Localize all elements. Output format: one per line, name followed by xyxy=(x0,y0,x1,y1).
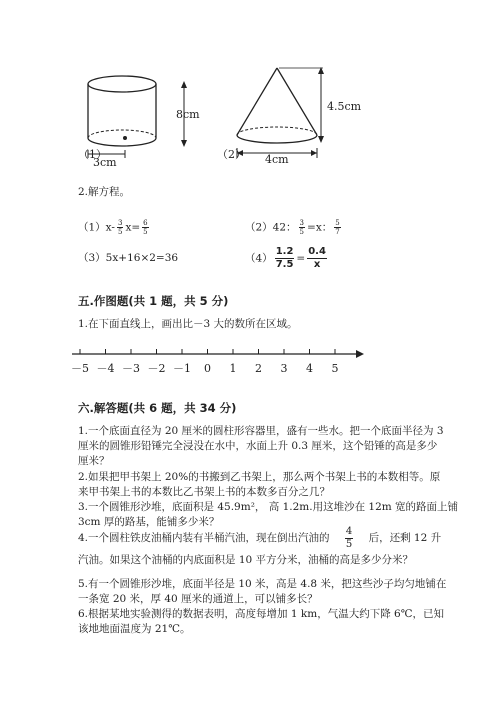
eq1-prefix: （1）x- xyxy=(78,221,115,234)
cone-base-front xyxy=(237,135,317,143)
cylinder-width-label: 3cm xyxy=(93,156,117,169)
fraction-numerator: 0.4 xyxy=(308,246,326,257)
fraction-denominator: 5 xyxy=(299,228,305,236)
number-line-arrowhead xyxy=(356,350,364,358)
figure-1-marker: （1） xyxy=(78,148,107,161)
eq1-fraction-1 xyxy=(117,219,123,236)
fraction-denominator: 5 xyxy=(117,228,123,236)
q5-line-2: 一条宽 20 米，厚 40 厘米的通道上，可以铺多长？ xyxy=(78,593,318,605)
q4-line-1 xyxy=(78,523,441,553)
number-line-label: 5 xyxy=(331,362,339,375)
fraction-denominator: 5 xyxy=(143,228,148,236)
figure-2-marker: （2） xyxy=(217,148,246,161)
fraction-numerator: 3 xyxy=(299,219,305,227)
equation-4 xyxy=(245,246,329,271)
q2-line-1: 2.如果把甲书架上 20%的书搬到乙书架上，那么两个书架上书的本数相等。原 xyxy=(78,471,441,483)
cylinder-top-ellipse xyxy=(88,76,156,92)
equation-2 xyxy=(245,219,343,236)
eq4-fraction-2 xyxy=(307,246,327,271)
number-line-label: －2 xyxy=(147,362,166,375)
section2-title: 2.解方程。 xyxy=(78,186,131,198)
number-line-label: －1 xyxy=(173,362,191,375)
number-line-label: －3 xyxy=(122,362,140,375)
eq2-mid: =x： xyxy=(307,221,333,234)
section6-heading: 六.解答题(共 6 题，共 34 分) xyxy=(78,401,237,415)
eq4-fraction-1 xyxy=(275,246,295,271)
number-line-label: －4 xyxy=(96,362,115,375)
fraction-numerator: 1.2 xyxy=(275,246,294,257)
q1-line-3: 厘米？ xyxy=(78,455,110,467)
q3-line-1: 3.一个圆锥形沙堆，底面积是 45.9m²， 高 1.2m.用这堆沙在 12m 宽的路面上铺 xyxy=(78,501,459,513)
q1-line-2: 厘米的圆锥形铅锤完全浸没在水中，水面上升 0.3 厘米，这个铅锤的高是多少 xyxy=(78,440,438,452)
fraction-denominator: x xyxy=(313,259,321,270)
q5-line-1: 5.有一个圆锥形沙堆，底面半径是 10 米，高是 4.8 米，把这些沙子均匀地铺在 xyxy=(78,578,447,590)
arrowhead-up xyxy=(181,81,187,88)
arrowhead-down xyxy=(318,136,324,143)
number-line-label: 1 xyxy=(229,362,237,375)
eq1-mid: x= xyxy=(125,221,141,234)
eq4-prefix: （4） xyxy=(245,252,273,265)
cylinder-center-dot xyxy=(123,136,127,140)
number-line-label: 4 xyxy=(306,362,313,375)
arrowhead-down xyxy=(181,140,187,147)
eq4-mid: = xyxy=(296,252,306,265)
fraction-numerator: 5 xyxy=(335,219,340,227)
section5-heading: 五.作图题(共 1 题，共 5 分) xyxy=(78,294,229,308)
number-line-label: －5 xyxy=(71,362,89,375)
section5-question: 1.在下面直线上，画出比－3 大的数所在区域。 xyxy=(78,318,298,330)
fraction-denominator: 7 xyxy=(335,228,340,236)
fraction-numerator: 4 xyxy=(345,525,353,537)
eq2-fraction-2 xyxy=(334,219,340,236)
cone-left-side xyxy=(237,68,277,135)
q4-line-2: 汽油。如果这个油桶的内底面积是 10 平方分米，油桶的高是多少分米？ xyxy=(78,554,414,566)
number-line xyxy=(70,345,370,380)
q4-part-1: 4.一个圆柱铁皮油桶内装有半桶汽油，现在倒出汽油的 xyxy=(78,532,330,544)
fraction-denominator: 7.5 xyxy=(275,259,294,270)
eq2-fraction-1 xyxy=(299,219,305,236)
q6-line-1: 6.根据某地实验测得的数据表明，高度每增加 1 km，气温大约下降 6℃，已知 xyxy=(78,608,444,620)
fraction-numerator: 3 xyxy=(117,219,123,227)
eq2-prefix: （2）42： xyxy=(245,221,297,234)
number-line-label: 0 xyxy=(204,362,211,375)
fraction-denominator: 5 xyxy=(345,538,353,550)
cone-width-label: 4cm xyxy=(265,153,289,166)
cone-base-back xyxy=(237,127,317,135)
q4-part-2: 后，还剩 12 升 xyxy=(368,532,442,544)
q1-line-1: 1.一个底面直径为 20 厘米的圆柱形容器里，盛有一些水。把一个底面半径为 3 xyxy=(78,425,444,437)
cylinder-height-label: 8cm xyxy=(176,108,200,121)
q2-line-2: 来甲书架上书的本数比乙书架上书的本数多百分之几？ xyxy=(78,486,330,498)
eq1-fraction-2 xyxy=(142,219,148,236)
q4-fraction xyxy=(345,526,353,551)
cone-height-label: 4.5cm xyxy=(327,100,362,113)
fraction-numerator: 6 xyxy=(143,219,148,227)
q6-line-2: 该地地面温度为 21℃。 xyxy=(78,623,191,635)
number-line-label: 3 xyxy=(280,362,288,375)
number-line-label: 2 xyxy=(255,362,262,375)
arrowhead-right xyxy=(311,150,317,156)
cylinder-bottom-back xyxy=(88,130,156,138)
equation-1 xyxy=(78,219,151,236)
cone-right-side xyxy=(277,68,317,135)
cylinder-bottom-front xyxy=(88,138,156,146)
equation-3: （3）5x+16×2=36 xyxy=(78,252,179,264)
q3-line-2: 3cm 厚的路基，能铺多少米？ xyxy=(78,516,220,528)
